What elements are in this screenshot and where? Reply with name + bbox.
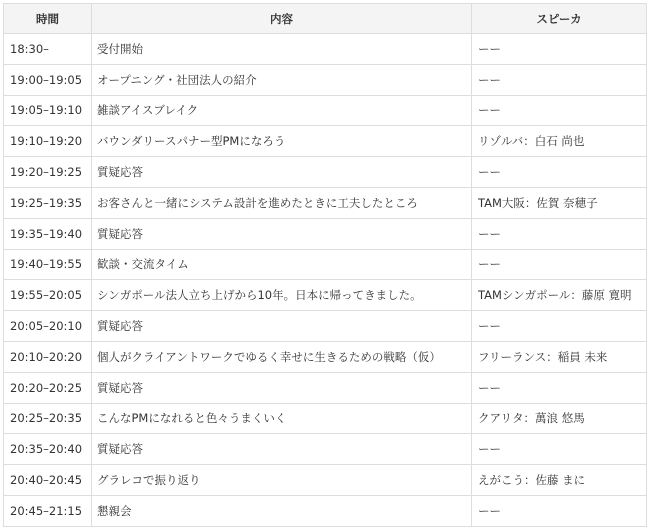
speaker-cell: ーー xyxy=(472,495,647,526)
speaker-cell: フリーランス：稲員 未来 xyxy=(472,341,647,372)
content-cell: 質疑応答 xyxy=(92,218,472,249)
speaker-cell: ーー xyxy=(472,34,647,65)
time-cell: 19:00–19:05 xyxy=(4,64,92,95)
speaker-cell: TAM大阪：佐賀 奈穂子 xyxy=(472,187,647,218)
time-cell: 19:20–19:25 xyxy=(4,157,92,188)
time-cell: 19:40–19:55 xyxy=(4,249,92,280)
table-row xyxy=(4,495,647,526)
schedule-table-head xyxy=(4,4,647,34)
table-row xyxy=(4,95,647,126)
table-row xyxy=(4,372,647,403)
content-cell: お客さんと一緒にシステム設計を進めたときに工夫したところ xyxy=(92,187,472,218)
speaker-cell: ーー xyxy=(472,95,647,126)
speaker-cell: ーー xyxy=(472,249,647,280)
content-cell: グラレコで振り返り xyxy=(92,465,472,496)
speaker-cell: TAMシンガポール：藤原 寛明 xyxy=(472,280,647,311)
table-row xyxy=(4,465,647,496)
time-cell: 20:40–20:45 xyxy=(4,465,92,496)
content-cell: シンガポール法人立ち上げから10年。日本に帰ってきました。 xyxy=(92,280,472,311)
time-cell: 18:30– xyxy=(4,34,92,65)
time-cell: 20:35–20:40 xyxy=(4,434,92,465)
table-row xyxy=(4,34,647,65)
schedule-table-body xyxy=(4,34,647,527)
speaker-cell: クアリタ：萬浪 悠馬 xyxy=(472,403,647,434)
header-speaker: スピーカ xyxy=(472,4,647,34)
content-cell: 質疑応答 xyxy=(92,372,472,403)
content-cell: 質疑応答 xyxy=(92,434,472,465)
speaker-cell: えがこう：佐藤 まに xyxy=(472,465,647,496)
time-cell: 20:25–20:35 xyxy=(4,403,92,434)
speaker-cell: ーー xyxy=(472,311,647,342)
speaker-cell: リゾルバ：白石 尚也 xyxy=(472,126,647,157)
schedule-container xyxy=(3,3,647,527)
time-cell: 20:10–20:20 xyxy=(4,341,92,372)
time-cell: 19:55–20:05 xyxy=(4,280,92,311)
table-row xyxy=(4,218,647,249)
time-cell: 19:35–19:40 xyxy=(4,218,92,249)
content-cell: オープニング・社団法人の紹介 xyxy=(92,64,472,95)
content-cell: 質疑応答 xyxy=(92,311,472,342)
content-cell: 雑談アイスブレイク xyxy=(92,95,472,126)
speaker-cell: ーー xyxy=(472,157,647,188)
header-content: 内容 xyxy=(92,4,472,34)
time-cell: 19:10–19:20 xyxy=(4,126,92,157)
table-row xyxy=(4,249,647,280)
table-row xyxy=(4,64,647,95)
table-row xyxy=(4,126,647,157)
content-cell: 歓談・交流タイム xyxy=(92,249,472,280)
content-cell: バウンダリースパナー型PMになろう xyxy=(92,126,472,157)
table-row xyxy=(4,157,647,188)
time-cell: 20:20–20:25 xyxy=(4,372,92,403)
content-cell: 懇親会 xyxy=(92,495,472,526)
speaker-cell: ーー xyxy=(472,434,647,465)
speaker-cell: ーー xyxy=(472,218,647,249)
table-row xyxy=(4,434,647,465)
time-cell: 19:05–19:10 xyxy=(4,95,92,126)
content-cell: 質疑応答 xyxy=(92,157,472,188)
header-row xyxy=(4,4,647,34)
content-cell: こんなPMになれると色々うまくいく xyxy=(92,403,472,434)
time-cell: 20:45–21:15 xyxy=(4,495,92,526)
table-row xyxy=(4,280,647,311)
table-row xyxy=(4,187,647,218)
table-row xyxy=(4,341,647,372)
time-cell: 19:25–19:35 xyxy=(4,187,92,218)
table-row xyxy=(4,403,647,434)
time-cell: 20:05–20:10 xyxy=(4,311,92,342)
schedule-table xyxy=(3,3,647,527)
content-cell: 個人がクライアントワークでゆるく幸せに生きるための戦略（仮） xyxy=(92,341,472,372)
speaker-cell: ーー xyxy=(472,64,647,95)
table-row xyxy=(4,311,647,342)
content-cell: 受付開始 xyxy=(92,34,472,65)
header-time: 時間 xyxy=(4,4,92,34)
speaker-cell: ーー xyxy=(472,372,647,403)
